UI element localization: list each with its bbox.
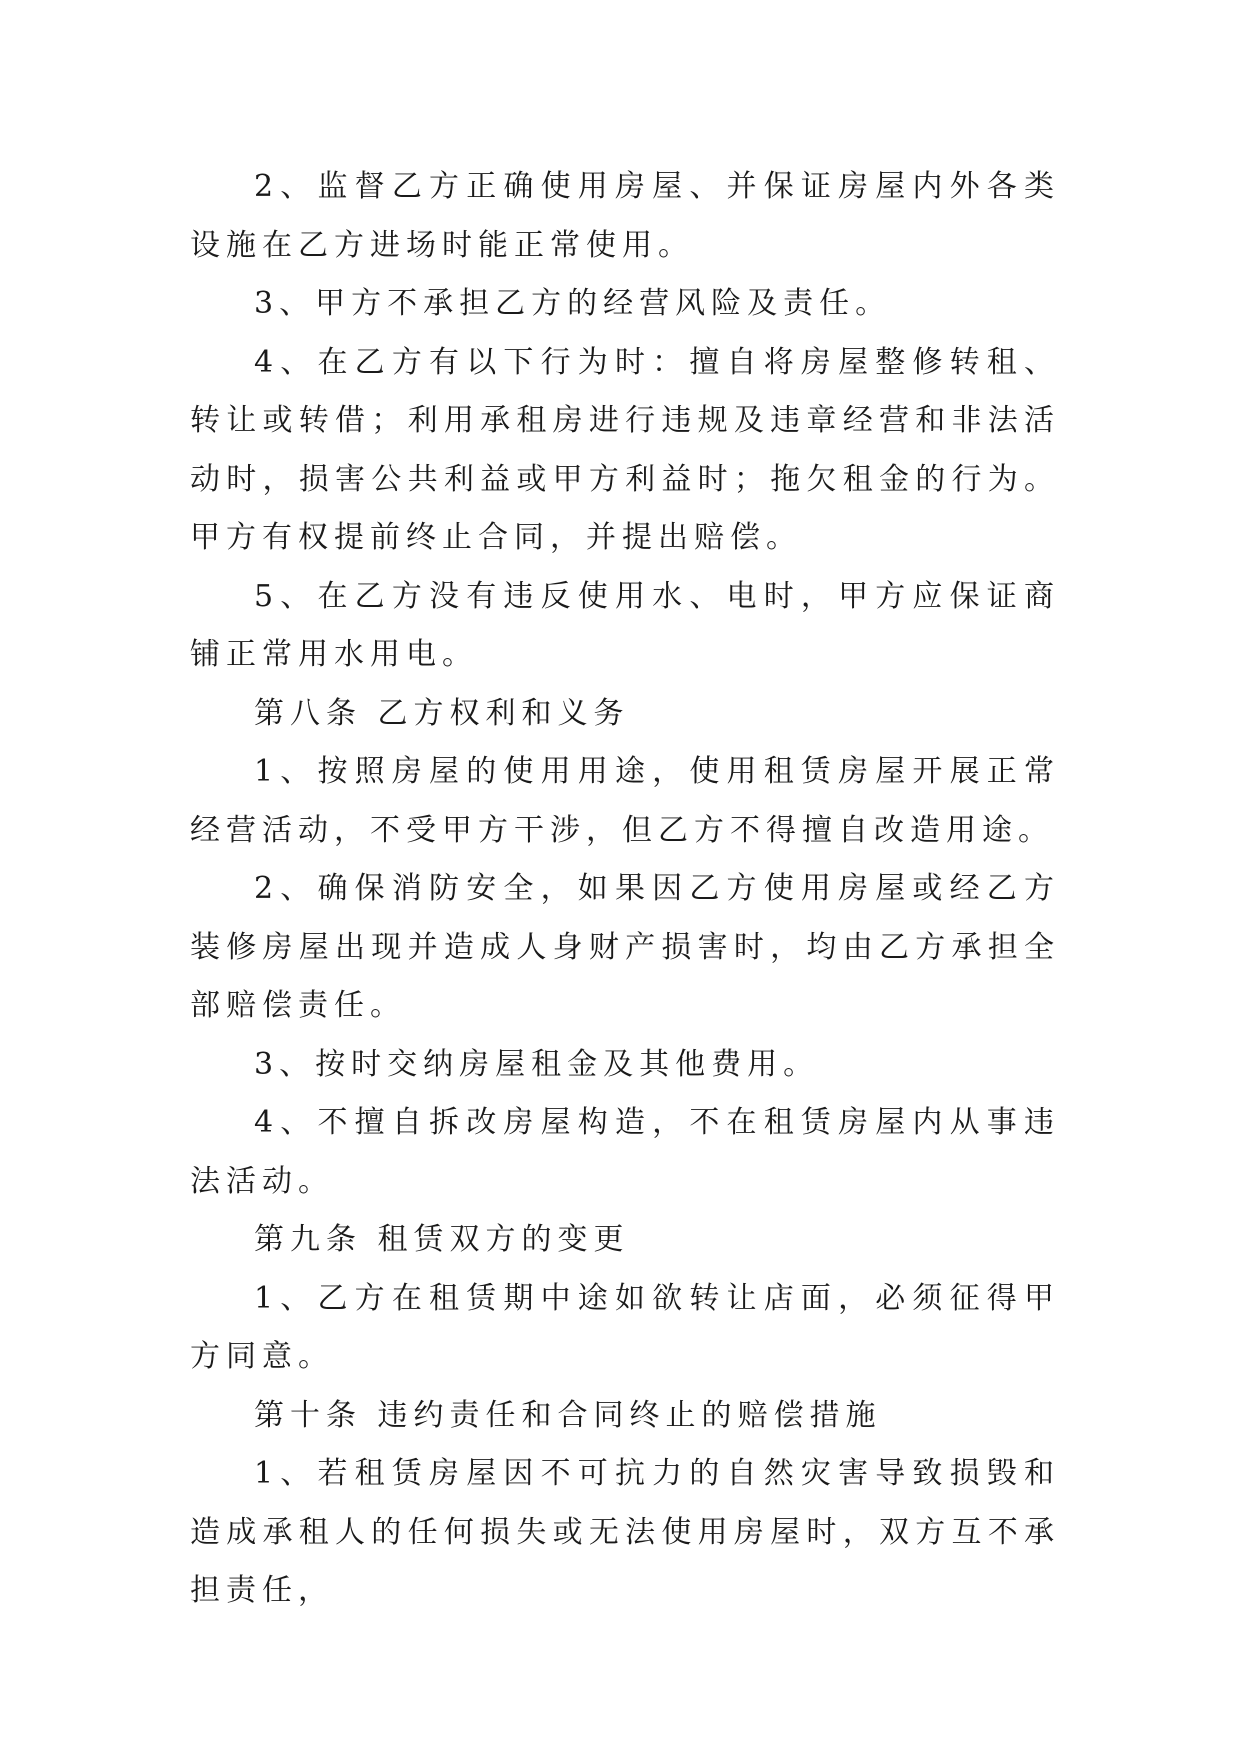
article-heading: 第九条 租赁双方的变更 [254,1222,630,1257]
clause-paragraph: 2、确保消防安全，如果因乙方使用房屋或经乙方装修房屋出现并造成人身财产损害时，均由乙方承担全部赔偿责任。 [190,871,1060,1023]
clause-paragraph: 4、在乙方有以下行为时：擅自将房屋整修转租、转让或转借；利用承租房进行违规及违章经营和非法活动时，损害公共利益或甲方利益时；拖欠租金的行为。甲方有权提前终止合同，并提出赔偿。 [190,344,1060,555]
article-heading: 第八条 乙方权利和义务 [254,695,630,731]
clause-paragraph: 1、乙方在租赁期中途如欲转让店面，必须征得甲方同意。 [190,1280,1060,1374]
article-heading: 第十条 违约责任和合同终止的赔偿措施 [254,1397,882,1433]
clause-paragraph: 1、若租赁房屋因不可抗力的自然灾害导致损毁和造成承租人的任何损失或无法使用房屋时，双方互不承担责任， [190,1456,1060,1608]
clause-paragraph: 1、按照房屋的使用用途，使用租赁房屋开展正常经营活动，不受甲方干涉，但乙方不得擅自改造用途。 [190,754,1060,848]
document-body [190,158,1060,1621]
clause-paragraph: 2、监督乙方正确使用房屋、并保证房屋内外各类设施在乙方进场时能正常使用。 [190,169,1060,263]
clause-paragraph: 3、甲方不承担乙方的经营风险及责任。 [254,286,892,321]
clause-paragraph: 3、按时交纳房屋租金及其他费用。 [254,1046,820,1082]
clause-paragraph: 4、不擅自拆改房屋构造，不在租赁房屋内从事违法活动。 [190,1105,1060,1199]
clause-paragraph: 5、在乙方没有违反使用水、电时，甲方应保证商铺正常用水用电。 [190,578,1060,672]
